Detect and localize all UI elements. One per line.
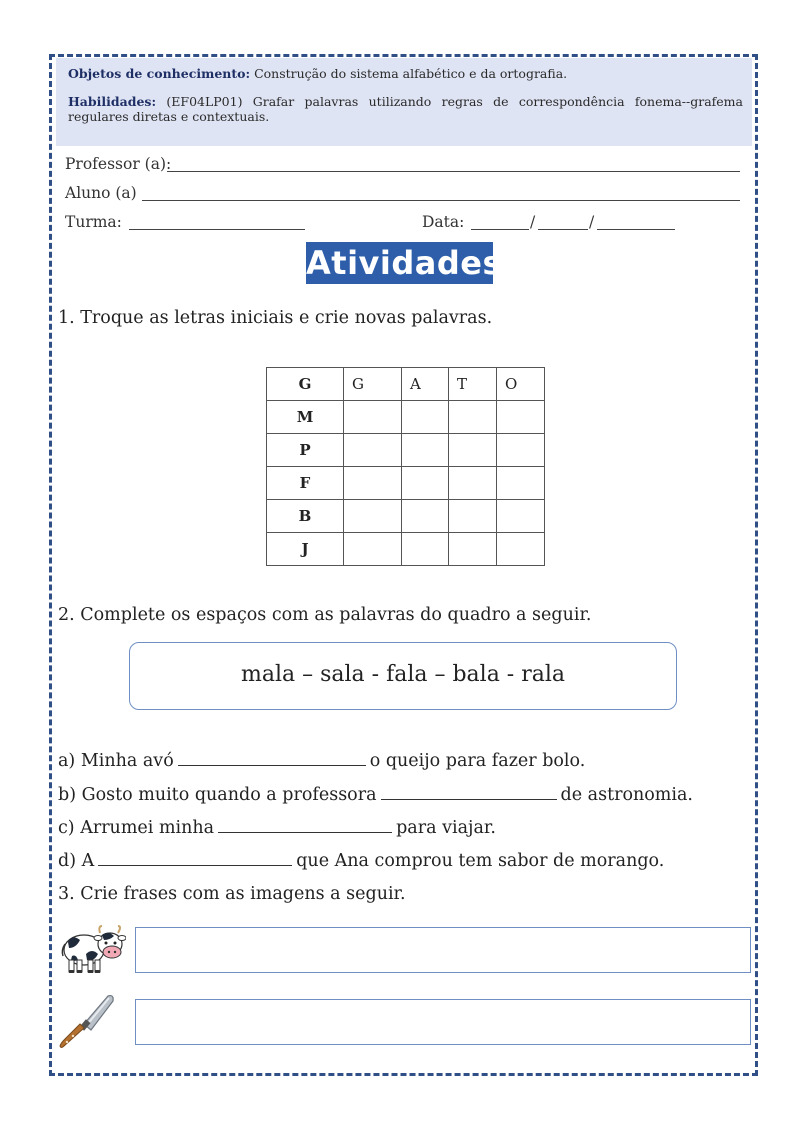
grid-letter-cell: B (267, 500, 344, 533)
sentence-d: d) A que Ana comprou tem sabor de morango. (58, 851, 665, 871)
grid-header-cell: G (267, 368, 344, 401)
word-bank: mala – sala - fala – bala - rala (129, 642, 677, 710)
table-row (267, 401, 545, 434)
grid-cell[interactable] (402, 401, 449, 434)
grid-cell[interactable] (344, 500, 402, 533)
grid-letter-cell: P (267, 434, 344, 467)
grid-cell[interactable] (449, 401, 497, 434)
sentence-c: c) Arrumei minha para viajar. (58, 818, 496, 838)
grid-letter-cell: J (267, 533, 344, 566)
grid-cell[interactable] (449, 434, 497, 467)
knife-icon (58, 992, 120, 1052)
question-2: 2. Complete os espaços com as palavras do quadro a seguir. (58, 605, 592, 625)
grid-cell[interactable] (497, 401, 545, 434)
grid-cell[interactable] (497, 533, 545, 566)
professor-label: Professor (a): (65, 155, 172, 173)
turma-field[interactable] (129, 229, 305, 230)
grid-cell[interactable] (402, 533, 449, 566)
grid-cell[interactable] (402, 434, 449, 467)
grid-header-cell: T (449, 368, 497, 401)
aluno-field[interactable] (142, 200, 740, 201)
cow-icon (60, 920, 126, 976)
blank-field[interactable] (218, 818, 392, 833)
data-year-field[interactable] (597, 229, 675, 230)
grid-cell[interactable] (497, 434, 545, 467)
data-month-field[interactable] (538, 229, 588, 230)
sentence-b: b) Gosto muito quando a professora de astronomia. (58, 785, 693, 805)
grid-header-cell: O (497, 368, 545, 401)
professor-field[interactable] (167, 171, 740, 172)
grid-header-cell: G (344, 368, 402, 401)
objetos-line: Objetos de conhecimento: Construção do sistema alfabético e da ortografia. (68, 66, 568, 81)
table-row (267, 500, 545, 533)
grid-cell[interactable] (449, 533, 497, 566)
turma-label: Turma: (65, 213, 122, 231)
grid-cell[interactable] (449, 500, 497, 533)
answer-box-knife[interactable] (135, 999, 751, 1045)
sentence-a: a) Minha avó o queijo para fazer bolo. (58, 751, 586, 771)
answer-box-cow[interactable] (135, 927, 751, 973)
blank-field[interactable] (381, 785, 557, 800)
grid-cell[interactable] (402, 500, 449, 533)
grid-cell[interactable] (497, 467, 545, 500)
table-row (267, 533, 545, 566)
grid-cell[interactable] (344, 533, 402, 566)
grid-cell[interactable] (344, 467, 402, 500)
aluno-label: Aluno (a) (65, 184, 137, 202)
date-slash: / (530, 213, 536, 231)
grid-cell[interactable] (497, 500, 545, 533)
grid-cell[interactable] (344, 434, 402, 467)
table-row (267, 467, 545, 500)
grid-cell[interactable] (344, 401, 402, 434)
table-row (267, 368, 545, 401)
blank-field[interactable] (98, 851, 292, 866)
grid-cell[interactable] (449, 467, 497, 500)
blank-field[interactable] (178, 751, 366, 766)
grid-cell[interactable] (402, 467, 449, 500)
table-row (267, 434, 545, 467)
page-title: Atividades (306, 244, 503, 282)
data-day-field[interactable] (471, 229, 529, 230)
question-1: 1. Troque as letras iniciais e crie novas palavras. (58, 308, 493, 328)
letter-grid (266, 367, 545, 566)
grid-header-cell: A (402, 368, 449, 401)
date-slash: / (589, 213, 595, 231)
habilidades-line: Habilidades: (EF04LP01) Grafar palavras utilizando regras de correspondência fonema--grafema regulares diretas e contextuais. (68, 94, 743, 124)
grid-letter-cell: M (267, 401, 344, 434)
question-3: 3. Crie frases com as imagens a seguir. (58, 884, 406, 904)
data-label: Data: (422, 213, 465, 231)
grid-letter-cell: F (267, 467, 344, 500)
